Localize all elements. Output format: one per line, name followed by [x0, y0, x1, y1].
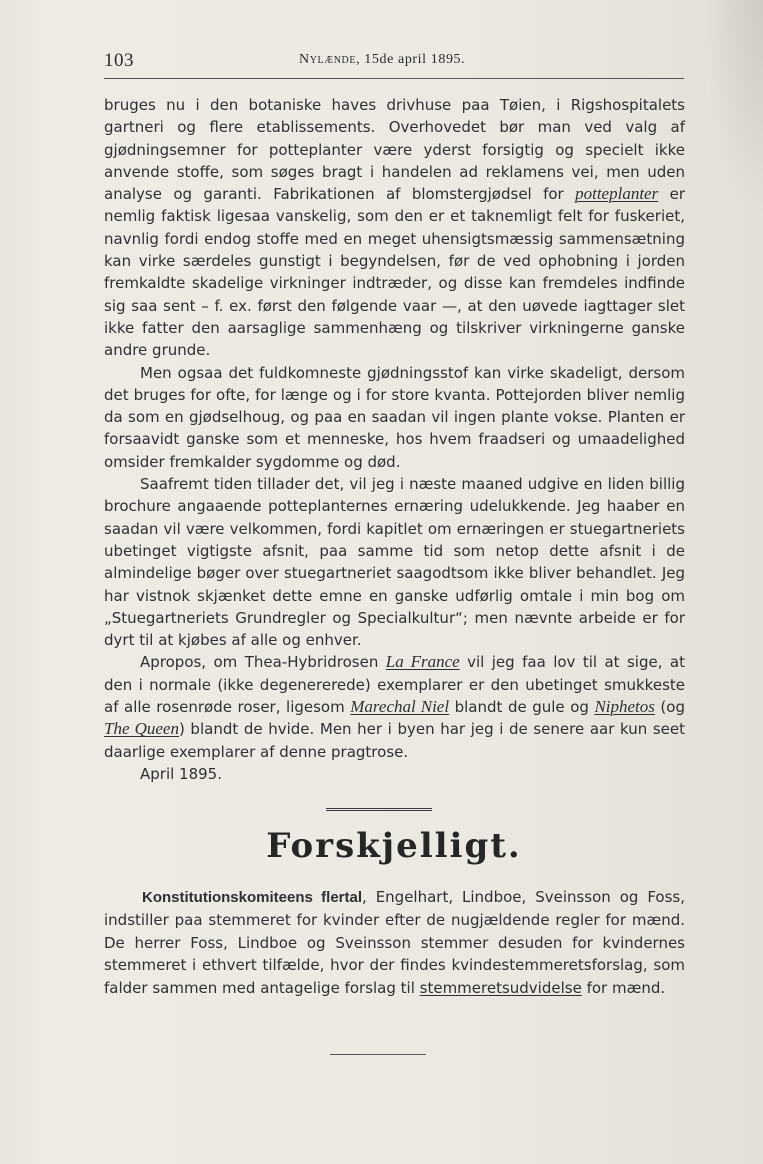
section-lead: Konstitutionskomiteens flertal	[142, 889, 363, 906]
section-body	[104, 886, 685, 999]
emphasis-niphetos: Niphetos	[594, 697, 655, 717]
emphasis-the-queen: The Queen	[104, 719, 179, 739]
paragraph-2: Men ogsaa det fuldkomneste gjødningsstof kan virke skadeligt, dersom det bruges for ofte, for længe og i for store kvanta. Pottejorden bliver nemlig da som en gjødselhoug, og paa en saadan vil ingen plante vokse. Planten er forsaavidt ganske som et menneske, hos hvem fraadseri og umaadelighed omsider fremkalder sygdomme og død.	[104, 363, 685, 471]
article-body	[104, 94, 685, 785]
header-rule	[104, 78, 684, 79]
page-number: 103	[104, 50, 134, 71]
paragraph-3: Saafremt tiden tillader det, vil jeg i næste maaned udgive en liden billig brochure angaaende potteplanternes ernæring udelukkende. Jeg haaber en saadan vil være velkommen, fordi kapitlet om ernæringen er stuegartneriets ubetinget vigtigste afsnit, paa samme tid som netop dette afsnit i de almindelige bøger over stuegartneriet saagodtsom ikke bliver behandlet. Jeg har vistnok skjænket dette emne en ganske udførlig omtale i min bog om „Stuegartneriets Grundregler og Specialkultur“; men nævnte arbeide er for dyrt til at kjøbes af alle og enhver.	[104, 475, 685, 650]
publication-name: Nylænde,	[299, 52, 361, 67]
emphasis-la-france: La France	[385, 652, 460, 672]
page-header	[104, 50, 684, 80]
bottom-rule	[330, 1054, 426, 1055]
emphasis-potteplanter: potteplanter	[575, 184, 659, 204]
date-line: April 1895.	[140, 764, 222, 783]
section-divider	[326, 808, 432, 811]
page-shadow	[703, 0, 763, 220]
section-title: Forskjelligt.	[266, 826, 522, 866]
issue-date: 15de april 1895.	[360, 52, 466, 67]
underlined-word: stemmeretsudvidelse	[419, 978, 582, 997]
paragraph-4: Apropos, om Thea-Hybridrosen La France vil jeg faa lov til at sige, at den i normale (ikke degenererede) exemplarer er den ubetinget smukkeste af alle rosenrøde roser, ligesom Marechal Niel blandt de gule og Niphetos (og The Queen) blandt de hvide. Men her i byen har jeg i de senere aar kun seet daarlige exemplarer af denne pragtrose.	[104, 652, 685, 761]
paragraph-1: bruges nu i den botaniske haves drivhuse paa Tøien, i Rigshospitalets gartneri og flere etablissements. Overhovedet bør man ved valg af gjødningsemner for potteplanter være yderst forsigtig og specielt ikke anvende stoffe, som søges bragt i handelen ad reklamens vei, men uden analyse og garanti. Fabrikationen af blomstergjødsel for potteplanter er nemlig faktisk ligesaa vanskelig, som den er et taknemligt felt for fuskeriet, navnlig fordi endog stoffe med en meget uhensigtsmæssig sammensætning kan virke særdeles gunstigt i begyndelsen, før de ved ophobning i jorden fremkaldte skadelige virkninger indtræder, og disse kan fremdeles indfinde sig saa sent – f. ex. først den følgende vaar —, at den uøvede iagttager slet ikke fatter den aarsaglige sammenhæng og tilskriver virkningerne ganske andre grunde.	[104, 96, 685, 360]
emphasis-marechal-niel: Marechal Niel	[350, 697, 450, 717]
section-paragraph: Konstitutionskomiteens flertal, Engelhart, Lindboe, Sveinsson og Foss, indstiller paa stemmeret for kvinder efter de nugjældende regler for mænd. De herrer Foss, Lindboe og Sveinsson stemmer desuden for kvindernes stemmeret i ethvert tilfælde, hvor der findes kvindestemmeretsforslag, som falder sammen med antagelige forslag til stemmeretsudvidelse for mænd.	[104, 888, 686, 997]
running-head	[299, 52, 465, 68]
